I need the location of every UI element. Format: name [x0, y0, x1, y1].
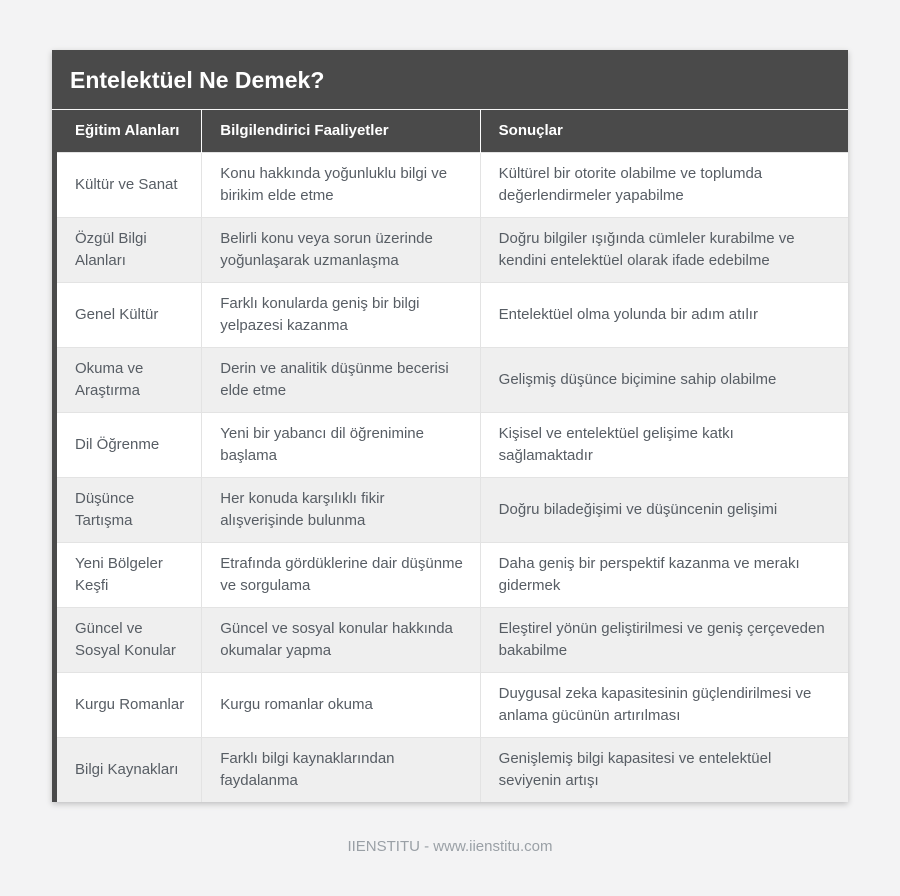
column-header: Eğitim Alanları — [57, 110, 202, 152]
table-cell: Kültür ve Sanat — [57, 152, 202, 217]
table-cell: Güncel ve Sosyal Konular — [57, 607, 202, 672]
table-cell: Her konuda karşılıklı fikir alışverişinde bulunma — [202, 477, 480, 542]
table-cell: Kişisel ve entelektüel gelişime katkı sağlamaktadır — [480, 412, 848, 477]
footer-credit: IIENSTITU - www.iienstitu.com — [347, 837, 553, 855]
table-cell: Etrafında gördüklerine dair düşünme ve sorgulama — [202, 542, 480, 607]
table-cell: Duygusal zeka kapasitesinin güçlendirilmesi ve anlama gücünün artırılması — [480, 672, 848, 737]
table-row — [57, 542, 848, 607]
table-cell: Yeni Bölgeler Keşfi — [57, 542, 202, 607]
table-row — [57, 672, 848, 737]
table-cell: Kültürel bir otorite olabilme ve toplumda değerlendirmeler yapabilme — [480, 152, 848, 217]
table-cell: Konu hakkında yoğunluklu bilgi ve birikim elde etme — [202, 152, 480, 217]
table-cell: Belirli konu veya sorun üzerinde yoğunlaşarak uzmanlaşma — [202, 217, 480, 282]
page-title: Entelektüel Ne Demek? — [52, 50, 848, 110]
header-row — [57, 110, 848, 152]
table-header — [57, 110, 848, 152]
table-cell: Düşünce Tartışma — [57, 477, 202, 542]
info-table — [57, 110, 848, 802]
table-cell: Farklı konularda geniş bir bilgi yelpazesi kazanma — [202, 282, 480, 347]
table-cell: Kurgu romanlar okuma — [202, 672, 480, 737]
table-body — [57, 152, 848, 802]
table-cell: Genel Kültür — [57, 282, 202, 347]
table-row — [57, 152, 848, 217]
table-cell: Doğru bilgiler ışığında cümleler kurabilme ve kendini entelektüel olarak ifade edebilme — [480, 217, 848, 282]
table-cell: Farklı bilgi kaynaklarından faydalanma — [202, 737, 480, 802]
table-row — [57, 607, 848, 672]
table-cell: Kurgu Romanlar — [57, 672, 202, 737]
table-row — [57, 347, 848, 412]
table-cell: Güncel ve sosyal konular hakkında okumalar yapma — [202, 607, 480, 672]
table-cell: Bilgi Kaynakları — [57, 737, 202, 802]
table-cell: Daha geniş bir perspektif kazanma ve merakı gidermek — [480, 542, 848, 607]
table-cell: Derin ve analitik düşünme becerisi elde etme — [202, 347, 480, 412]
table-cell: Entelektüel olma yolunda bir adım atılır — [480, 282, 848, 347]
table-card — [52, 50, 848, 802]
table-cell: Yeni bir yabancı dil öğrenimine başlama — [202, 412, 480, 477]
table-cell: Dil Öğrenme — [57, 412, 202, 477]
table-row — [57, 412, 848, 477]
table-row — [57, 737, 848, 802]
table-cell: Okuma ve Araştırma — [57, 347, 202, 412]
column-header: Sonuçlar — [480, 110, 848, 152]
table-cell: Genişlemiş bilgi kapasitesi ve entelektüel seviyenin artışı — [480, 737, 848, 802]
table-row — [57, 282, 848, 347]
column-header: Bilgilendirici Faaliyetler — [202, 110, 480, 152]
table-row — [57, 477, 848, 542]
table-cell: Gelişmiş düşünce biçimine sahip olabilme — [480, 347, 848, 412]
table-row — [57, 217, 848, 282]
table-cell: Doğru biladeğişimi ve düşüncenin gelişimi — [480, 477, 848, 542]
table-cell: Eleştirel yönün geliştirilmesi ve geniş çerçeveden bakabilme — [480, 607, 848, 672]
table-cell: Özgül Bilgi Alanları — [57, 217, 202, 282]
